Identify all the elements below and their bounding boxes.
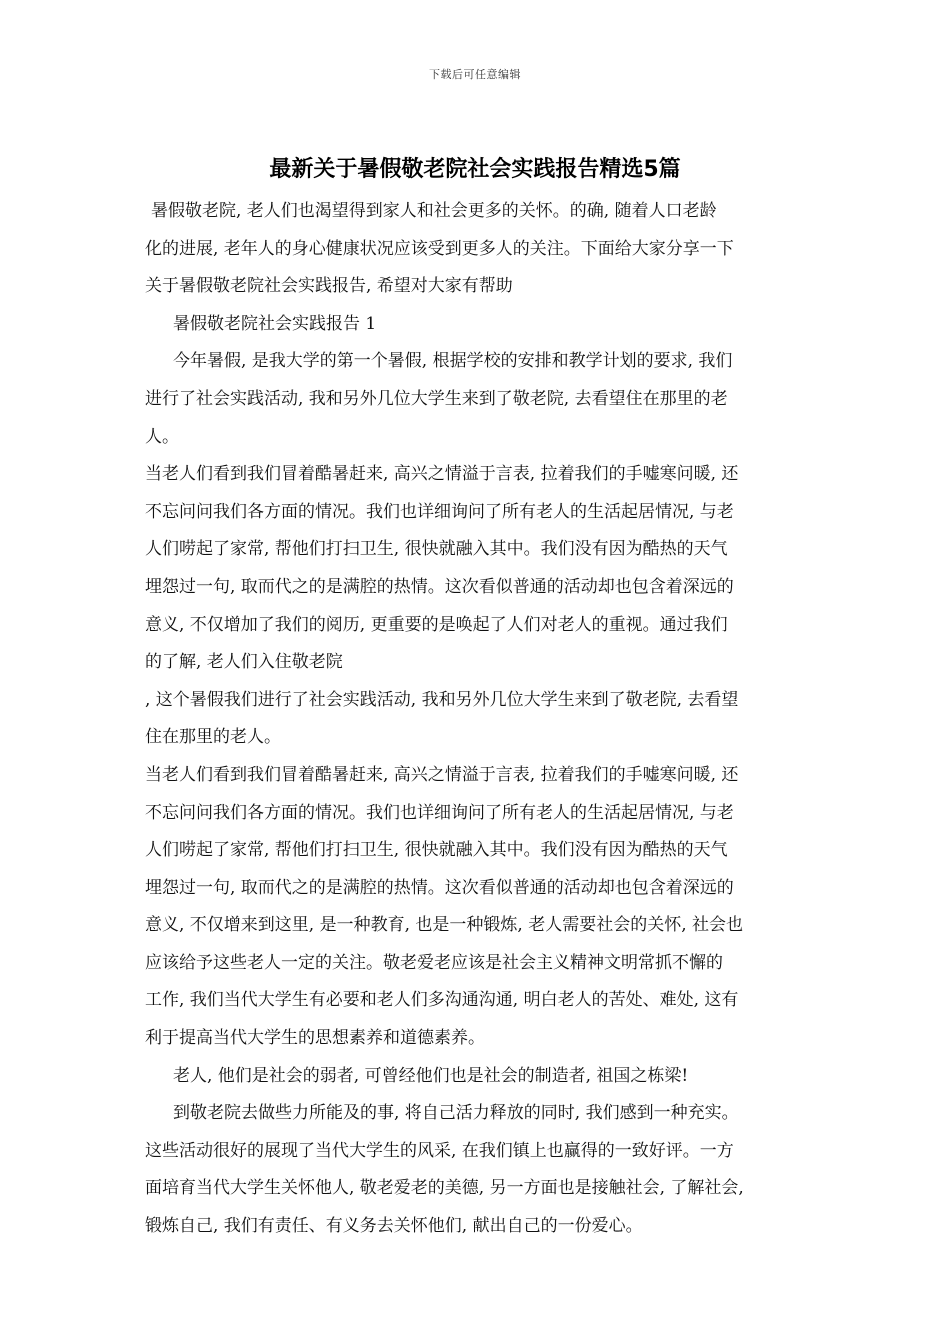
body-text-line: 暑假敬老院社会实践报告 1 bbox=[173, 313, 377, 334]
body-text-line: 工作, 我们当代大学生有必要和老人们多沟通沟通, 明白老人的苦处、难处, 这有 bbox=[145, 990, 739, 1011]
document-title: 最新关于暑假敬老院社会实践报告精选5篇 bbox=[269, 157, 681, 182]
body-text-line: 意义, 不仅增来到这里, 是一种教育, 也是一种锻炼, 老人需要社会的关怀, 社会也 bbox=[145, 915, 744, 936]
body-text-line: 锻炼自己, 我们有责任、有义务去关怀他们, 献出自己的一份爱心。 bbox=[145, 1216, 643, 1237]
body-text-line: 关于暑假敬老院社会实践报告, 希望对大家有帮助 bbox=[145, 276, 513, 297]
body-text-line: 暑假敬老院, 老人们也渴望得到家人和社会更多的关怀。的确, 随着人口老龄 bbox=[151, 201, 717, 221]
body-text-line: , 这个暑假我们进行了社会实践活动, 我和另外几位大学生来到了敬老院, 去看望 bbox=[145, 689, 739, 710]
body-text-line: 应该给予这些老人一定的关注。敬老爱老应该是社会主义精神文明常抓不懈的 bbox=[145, 952, 723, 973]
body-text-line: 人。 bbox=[145, 426, 179, 447]
body-text-line: 人们唠起了家常, 帮他们打扫卫生, 很快就融入其中。我们没有因为酷热的天气 bbox=[145, 539, 728, 560]
body-text-line: 利于提高当代大学生的思想素养和道德素养。 bbox=[145, 1028, 485, 1049]
body-text-line: 不忘问问我们各方面的情况。我们也详细询问了所有老人的生活起居情况, 与老 bbox=[145, 501, 734, 522]
body-text-line: 老人, 他们是社会的弱者, 可曾经他们也是社会的制造者, 祖国之栋梁! bbox=[173, 1065, 689, 1086]
body-text-line: 意义, 不仅增加了我们的阅历, 更重要的是唤起了人们对老人的重视。通过我们 bbox=[145, 614, 728, 635]
body-text-line: 的了解, 老人们入住敬老院 bbox=[145, 652, 343, 673]
document-body bbox=[145, 193, 815, 1246]
body-text-line: 进行了社会实践活动, 我和另外几位大学生来到了敬老院, 去看望住在那里的老 bbox=[145, 388, 728, 409]
body-text-line: 埋怨过一句, 取而代之的是满腔的热情。这次看似普通的活动却也包含着深远的 bbox=[145, 576, 734, 597]
body-text-line: 不忘问问我们各方面的情况。我们也详细询问了所有老人的生活起居情况, 与老 bbox=[145, 802, 734, 823]
body-text-line: 住在那里的老人。 bbox=[145, 727, 281, 748]
body-text-line: 化的进展, 老年人的身心健康状况应该受到更多人的关注。下面给大家分享一下 bbox=[145, 238, 734, 259]
page-header-note: 下载后可任意编辑 bbox=[429, 68, 521, 81]
body-text-line: 这些活动很好的展现了当代大学生的风采, 在我们镇上也赢得的一致好评。一方 bbox=[145, 1140, 734, 1161]
body-text-line: 今年暑假, 是我大学的第一个暑假, 根据学校的安排和教学计划的要求, 我们 bbox=[173, 351, 733, 372]
body-text-line: 到敬老院去做些力所能及的事, 将自己活力释放的同时, 我们感到一种充实。 bbox=[173, 1103, 739, 1124]
body-text-line: 人们唠起了家常, 帮他们打扫卫生, 很快就融入其中。我们没有因为酷热的天气 bbox=[145, 840, 728, 861]
body-text-line: 当老人们看到我们冒着酷暑赶来, 高兴之情溢于言表, 拉着我们的手嘘寒问暖, 还 bbox=[145, 764, 739, 785]
body-text-line: 面培育当代大学生关怀他人, 敬老爱老的美德, 另一方面也是接触社会, 了解社会, bbox=[145, 1178, 744, 1199]
body-text-line: 当老人们看到我们冒着酷暑赶来, 高兴之情溢于言表, 拉着我们的手嘘寒问暖, 还 bbox=[145, 464, 739, 485]
body-text-line: 埋怨过一句, 取而代之的是满腔的热情。这次看似普通的活动却也包含着深远的 bbox=[145, 877, 734, 898]
